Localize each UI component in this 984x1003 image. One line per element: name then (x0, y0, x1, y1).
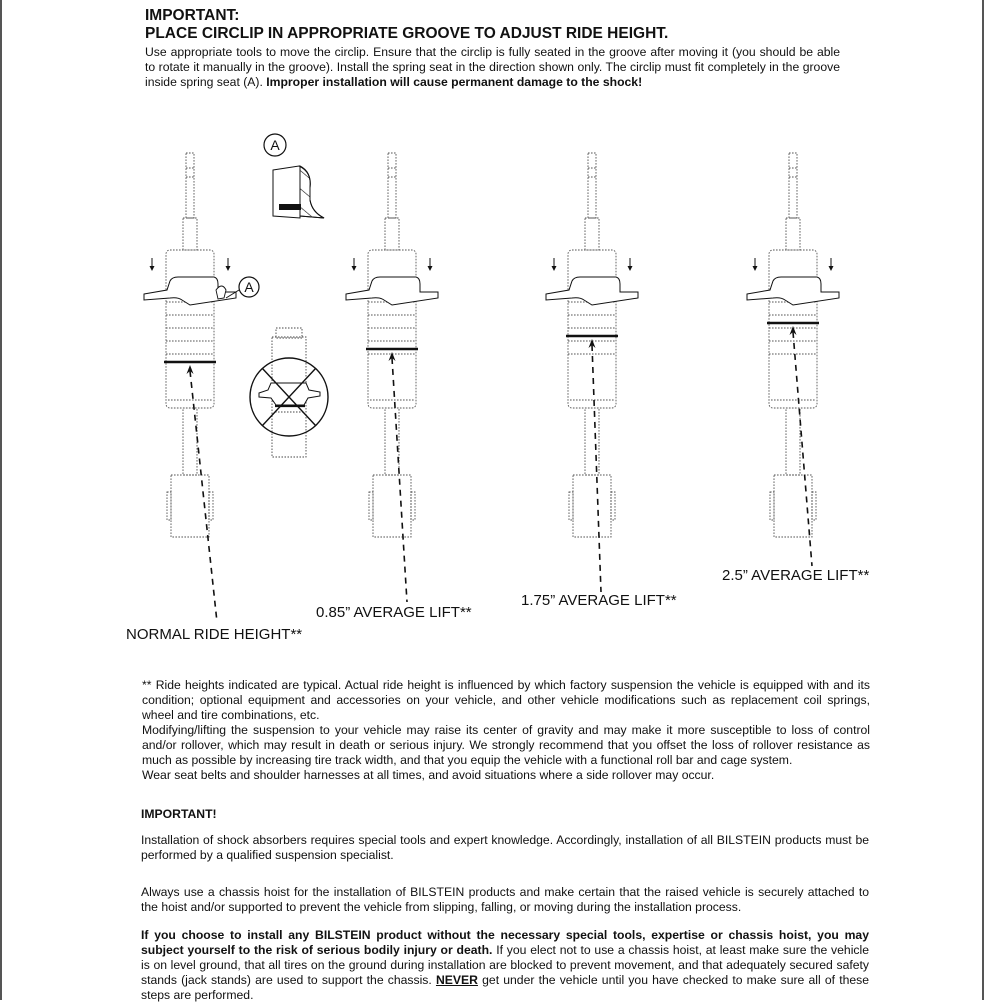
ride-height-notes (142, 678, 870, 783)
shock-normal (144, 153, 236, 622)
never-emphasis: NEVER (435, 973, 478, 987)
svg-text:A: A (270, 137, 280, 153)
shocks-layer (144, 153, 839, 622)
installation-important-section (141, 807, 869, 1003)
shock-groove-diagram (0, 120, 984, 660)
important-exclaim-heading: IMPORTANT! (141, 807, 217, 821)
incorrect-installation-icon (250, 328, 328, 457)
damage-warning: Improper installation will cause permanent damage to the shock! (266, 75, 643, 89)
shock-label-lift-25: 2.5” AVERAGE LIFT** (722, 567, 870, 584)
installation-requirements: Installation of shock absorbers requires special tools and expert knowledge. Accordingly, installation of all BILSTEIN products must be performed by a qualified suspension specialist. (141, 833, 869, 862)
seat-belt-warning: Wear seat belts and shoulder harnesses at all times, and avoid situations where a side rollover may occur. (142, 768, 715, 782)
circlip-instruction-heading: PLACE CIRCLIP IN APPROPRIATE GROOVE TO ADJUST RIDE HEIGHT. (145, 25, 669, 42)
shock-lift-25 (747, 153, 839, 566)
important-heading: IMPORTANT: (145, 7, 240, 24)
ride-height-footnote: ** Ride heights indicated are typical. Actual ride height is influenced by which factory suspension the vehicle is equipped with and its condition; optional equipment and accessories on your vehicle, and other vehicle modifications such as replacement coil springs, wheel and tire combinations, etc. (142, 678, 870, 722)
chassis-hoist-instructions: Always use a chassis hoist for the installation of BILSTEIN products and make certain that the raised vehicle is securely attached to the hoist and/or supported to prevent the vehicle from slipping, falling, or moving during the installation process. (141, 885, 869, 914)
header-section (145, 7, 840, 90)
shock-lift-085 (346, 153, 438, 602)
circlip-instruction-body (145, 45, 840, 90)
shock-lift-175 (546, 153, 638, 592)
shock-label-normal: NORMAL RIDE HEIGHT** (126, 626, 303, 643)
seat-a-callout (216, 277, 259, 299)
risk-warning-bold: If you choose to install any BILSTEIN product without the necessary special tools, expertise or chassis hoist, you may subject yourself to the risk of serious bodily injury or death. (141, 928, 869, 957)
risk-warning-text: If you elect not to use a chassis hoist, at least make sure the vehicle is on level ground, that all tires on the ground during installation are blocked to prevent movement, and that adequately secured safety stands (jack stands) are used to support the chassis. (141, 943, 869, 987)
risk-warning-end: get under the vehicle until you have checked to make sure all of these steps are performed. (141, 973, 870, 1002)
svg-text:A: A (244, 279, 254, 295)
shock-label-lift-085: 0.85” AVERAGE LIFT** (316, 604, 472, 621)
lifting-warning: Modifying/lifting the suspension to your vehicle may raise its center of gravity and may make it more susceptible to loss of control and/or rollover, which may result in death or serious injury. We strongly recommend that you offset the loss of rollover resistance as much as possible by increasing tire track width, and that you equip the vehicle with a functional roll bar and cage system. (142, 723, 870, 767)
shock-label-lift-175: 1.75” AVERAGE LIFT** (521, 592, 677, 609)
detail-a-callout (264, 134, 324, 218)
circlip-instruction-text: Use appropriate tools to move the circlip. Ensure that the circlip is fully seated in the groove after moving it (you should be able to rotate it manually in the groove). Install the spring seat in the direction shown only. The circlip must fit completely in the groove inside spring seat (A). (145, 45, 840, 89)
risk-warning (141, 928, 869, 1003)
